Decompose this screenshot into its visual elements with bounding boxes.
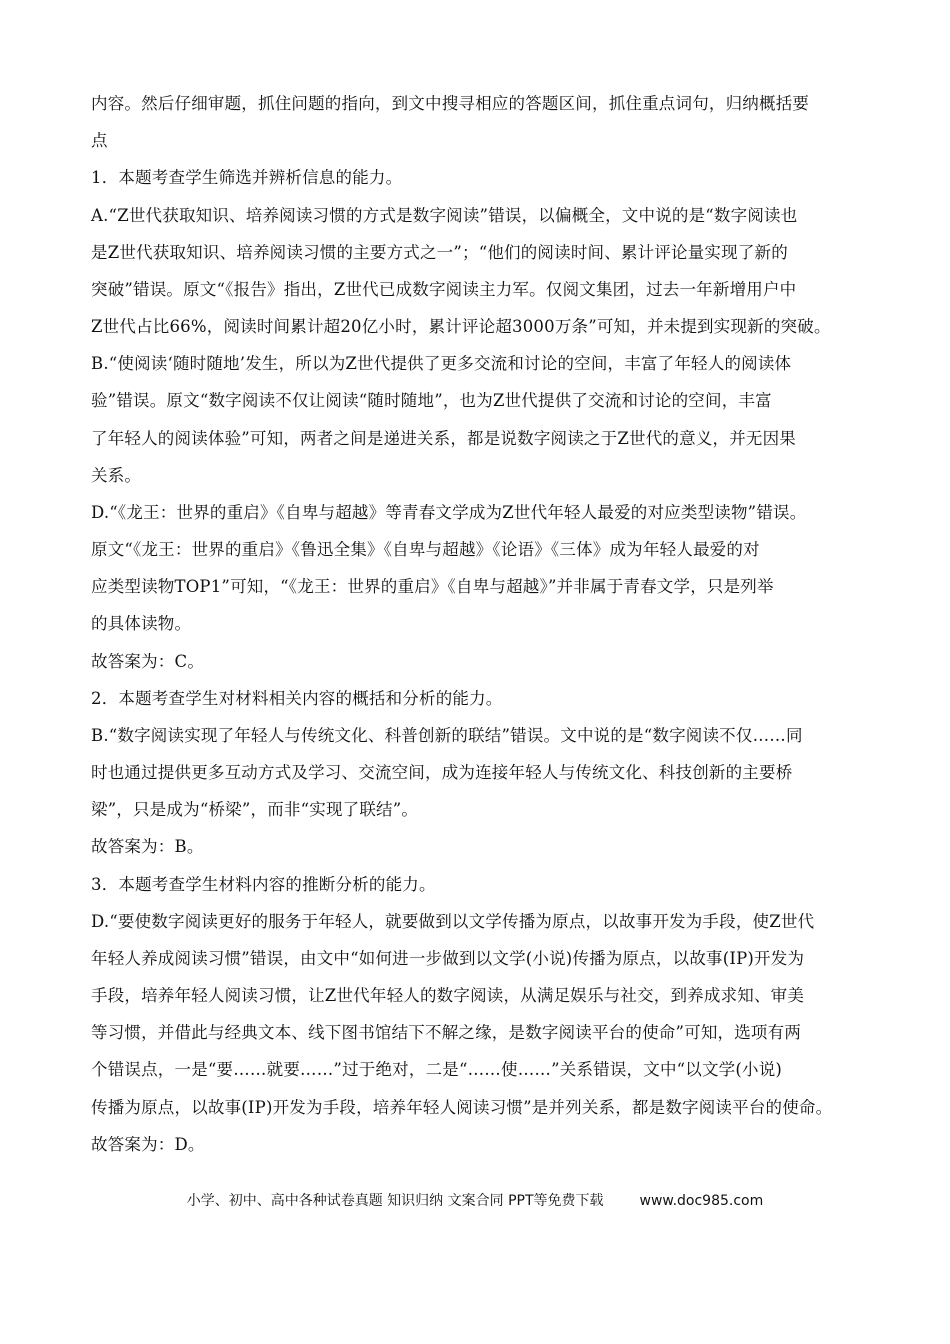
text-line: D.“要使数字阅读更好的服务于年轻人，就要做到以文学传播为原点，以故事开发为手段，使Z世代 <box>91 912 815 931</box>
text-line: 个错误点，一是“要……就要……”过于绝对，二是“……使……”关系错误，文中“以文学(小说) <box>91 1060 783 1079</box>
text-line: B.“数字阅读实现了年轻人与传统文化、科普创新的联结”错误。文中说的是“数字阅读不仅……同 <box>91 726 803 745</box>
text-line: 验”错误。原文“数字阅读不仅让阅读“随时随地”，也为Z世代提供了交流和讨论的空间，丰富 <box>91 391 772 410</box>
footer-text: 小学、初中、高中各种试卷真题 知识归纳 文案合同 PPT等免费下载 <box>186 1193 604 1209</box>
text-line: 1．本题考查学生筛选并辨析信息的能力。 <box>91 168 403 187</box>
text-line: 是Z世代获取知识、培养阅读习惯的主要方式之一”；“他们的阅读时间、累计评论量实现了新的 <box>91 243 788 262</box>
text-line: 等习惯，并借此与经典文本、线下图书馆结下不解之缘，是数字阅读平台的使命”可知，选项有两 <box>91 1023 802 1042</box>
text-line: 原文“《龙王：世界的重启》《鲁迅全集》《自卑与超越》《论语》《三体》成为年轻人最爱的对 <box>91 540 760 559</box>
text-line: 传播为原点，以故事(IP)开发为手段，培养年轻人阅读习惯”是并列关系，都是数字阅读平台的使命。 <box>91 1098 833 1117</box>
text-line: 点 <box>91 131 108 150</box>
text-line: 内容。然后仔细审题，抓住问题的指向，到文中搜寻相应的答题区间，抓住重点词句，归纳概括要 <box>91 94 810 113</box>
text-line: D.“《龙王：世界的重启》《自卑与超越》等青春文学成为Z世代年轻人最爱的对应类型读物”错误。 <box>91 503 807 522</box>
text-line: 故答案为：C。 <box>91 652 205 671</box>
text-line: 手段，培养年轻人阅读习惯，让Z世代年轻人的数字阅读，从满足娱乐与社交，到养成求知、审美 <box>91 986 805 1005</box>
text-line: 时也通过提供更多互动方式及学习、交流空间，成为连接年轻人与传统文化、科技创新的主要桥 <box>91 763 793 782</box>
page-footer <box>0 1192 950 1210</box>
text-line: 年轻人养成阅读习惯”错误，由文中“如何进一步做到以文学(小说)传播为原点，以故事(IP)开发为 <box>91 949 805 968</box>
text-line: A.“Z世代获取知识、培养阅读习惯的方式是数字阅读”错误，以偏概全，文中说的是“数字阅读也 <box>91 206 798 225</box>
text-line: Z世代占比66%，阅读时间累计超20亿小时，累计评论超3000万条”可知，并未提到实现新的突破。 <box>91 317 831 336</box>
text-line: B.“使阅读‘随时随地’发生，所以为Z世代提供了更多交流和讨论的空间，丰富了年轻人的阅读体 <box>91 354 792 373</box>
text-line: 梁”，只是成为“桥梁”，而非“实现了联结”。 <box>91 800 419 819</box>
text-line: 关系。 <box>91 466 142 485</box>
text-line: 突破”错误。原文“《报告》指出，Z世代已成数字阅读主力军。仅阅文集团，过去一年新增用户中 <box>91 280 797 299</box>
text-line: 3．本题考查学生材料内容的推断分析的能力。 <box>91 875 436 894</box>
text-line: 故答案为：B。 <box>91 837 204 856</box>
text-line: 故答案为：D。 <box>91 1135 205 1154</box>
text-line: 2．本题考查学生对材料相关内容的概括和分析的能力。 <box>91 689 503 708</box>
footer-site-link[interactable]: www.doc985.com <box>639 1193 764 1209</box>
text-line: 应类型读物TOP1”可知，“《龙王：世界的重启》《自卑与超越》”并非属于青春文学，只是列举 <box>91 577 774 596</box>
text-line: 的具体读物。 <box>91 614 192 633</box>
text-line: 了年轻人的阅读体验”可知，两者之间是递进关系，都是说数字阅读之于Z世代的意义，并无因果 <box>91 429 796 448</box>
